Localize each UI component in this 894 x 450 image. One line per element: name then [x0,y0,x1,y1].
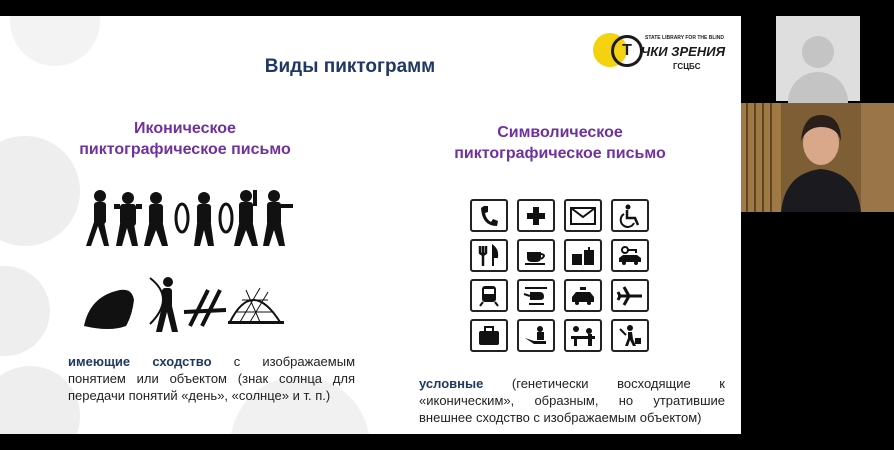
oval-shield-icon [220,204,232,232]
symbolic-pictogram-grid [470,199,660,354]
left-description [68,353,355,404]
logo-sub-text: ГСЦБС [673,62,701,71]
medical-cross-icon [517,199,555,232]
participant-video-placeholder[interactable] [776,16,860,101]
iconic-pictograms [80,186,300,346]
oval-shield-icon [176,204,188,232]
left-heading-line1: Иконическое [134,120,236,137]
figure-icon [263,190,293,246]
decor-circle [0,266,50,356]
coffee-icon [517,239,555,272]
ground-line [228,321,284,324]
gift-shop-icon [564,239,602,272]
ticket-counter-icon [564,319,602,352]
right-description-keyword: условные [419,376,484,391]
left-description-text: с изображаемым понятием или объектом (знак солнца для передачи понятий «день», «солнце» и т. п.) [68,354,356,403]
logo-letter: Т [611,35,643,67]
baggage-icon [470,319,508,352]
airplane-icon [611,279,649,312]
right-heading-line2: пиктографическое письмо [454,145,666,162]
phone-icon [470,199,508,232]
figure-icon [114,192,142,246]
train-icon [470,279,508,312]
helicopter-icon [517,279,555,312]
speaker-video-frame [741,103,894,212]
car-rental-icon [611,239,649,272]
customs-icon [517,319,555,352]
departure-icon [611,319,649,352]
archer-icon [150,277,178,332]
figure-icon [86,190,109,246]
presentation-slide [0,16,741,434]
wheelchair-icon [611,199,649,232]
figure-icon [234,190,258,246]
avatar-head [802,36,834,68]
figure-icon [194,192,214,246]
logo-main-text: ЧКИ ЗРЕНИЯ [641,44,726,59]
mail-icon [564,199,602,232]
logo-english-text: STATE LIBRARY FOR THE BLIND [645,35,724,41]
figure-icon [144,192,168,246]
slide-title: Виды пиктограмм [264,56,436,77]
right-heading [410,122,710,164]
right-description-text: (генетически восходящие к «иконическим», образным, но утратившие внешнее сходство с изображаемым объектом) [419,376,725,425]
walrus-icon [84,290,134,329]
arrows-icon [184,290,226,326]
taxi-icon [564,279,602,312]
left-heading [40,118,330,160]
restaurant-icon [470,239,508,272]
left-heading-line2: пиктографическое письмо [79,141,291,158]
right-heading-line1: Символическое [497,124,623,141]
left-description-keyword: имеющие сходство [68,354,212,369]
right-description [419,375,725,426]
speaker-video[interactable] [741,103,894,212]
